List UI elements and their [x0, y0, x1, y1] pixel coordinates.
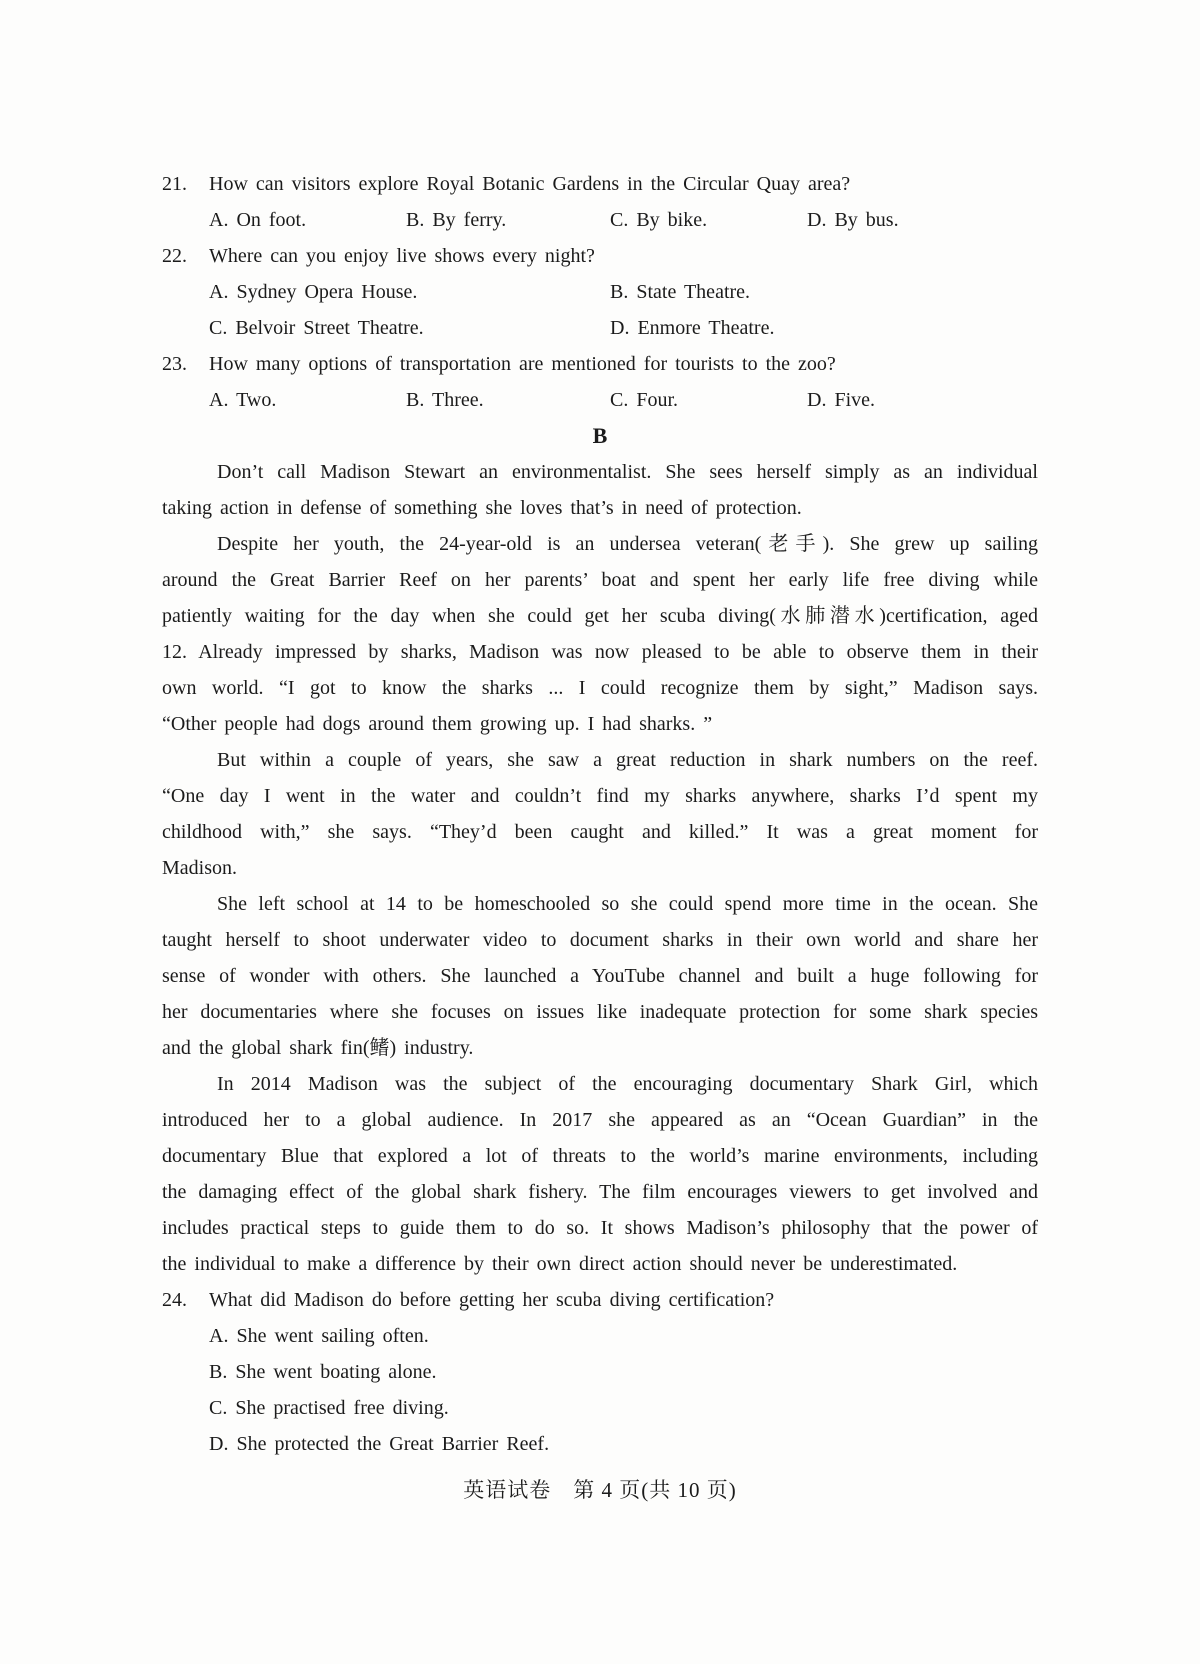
reading-passage — [162, 454, 1038, 1282]
passage-line: 12. Already impressed by sharks, Madison was now pleased to be able to observe them in their — [162, 641, 1038, 663]
passage-line: her documentaries where she focuses on issues like inadequate protection for some shark species — [162, 1001, 1038, 1023]
options-row — [162, 1426, 1038, 1462]
option: C. She practised free diving. — [209, 1397, 449, 1419]
passage-line: around the Great Barrier Reef on her parents’ boat and spent her early life free diving while — [162, 569, 1038, 591]
option: B. Three. — [406, 389, 484, 411]
question-line — [162, 166, 1038, 202]
question-number: 21. — [162, 173, 187, 195]
question-number: 23. — [162, 353, 187, 375]
passage-line: “One day I went in the water and couldn’t find my sharks anywhere, sharks I’d spent my — [162, 785, 1038, 807]
section-b-heading: B — [592, 423, 608, 448]
option: B. By ferry. — [406, 209, 507, 231]
options-row — [162, 274, 1038, 310]
passage-line: But within a couple of years, she saw a great reduction in shark numbers on the reef. — [217, 749, 1038, 771]
passage-line: Madison. — [162, 857, 237, 879]
question-line — [162, 346, 1038, 382]
option: A. She went sailing often. — [209, 1325, 429, 1347]
question-number: 24. — [162, 1289, 187, 1311]
passage-line: documentary Blue that explored a lot of threats to the world’s marine environments, including — [162, 1145, 1038, 1167]
passage-line: taught herself to shoot underwater video to document sharks in their own world and share her — [162, 929, 1038, 951]
question-number: 22. — [162, 245, 187, 267]
passage-line: childhood with,” she says. “They’d been caught and killed.” It was a great moment for — [162, 821, 1038, 843]
questions-21-23 — [162, 166, 1038, 418]
passage-line: includes practical steps to guide them to do so. It shows Madison’s philosophy that the power of — [162, 1217, 1038, 1239]
options-row — [162, 310, 1038, 346]
question-line — [162, 1282, 1038, 1318]
option: D. Five. — [807, 389, 875, 411]
options-row — [162, 1318, 1038, 1354]
passage-line: “Other people had dogs around them growing up. I had sharks. ” — [162, 713, 713, 735]
question-text: How can visitors explore Royal Botanic Gardens in the Circular Quay area? — [209, 173, 851, 195]
page-content — [162, 166, 1038, 1508]
option: A. On foot. — [209, 209, 307, 231]
option: D. She protected the Great Barrier Reef. — [209, 1433, 550, 1455]
passage-line: Despite her youth, the 24-year-old is an undersea veteran(老手). She grew up sailing — [217, 533, 1038, 555]
options-row — [162, 1390, 1038, 1426]
options-row — [162, 202, 1038, 238]
passage-line: sense of wonder with others. She launched a YouTube channel and built a huge following for — [162, 965, 1038, 987]
option: B. State Theatre. — [610, 281, 751, 303]
option: C. Four. — [610, 389, 679, 411]
option: C. By bike. — [610, 209, 708, 231]
passage-line: Don’t call Madison Stewart an environmentalist. She sees herself simply as an individual — [217, 461, 1038, 483]
option: D. Enmore Theatre. — [610, 317, 775, 339]
option: C. Belvoir Street Theatre. — [209, 317, 424, 339]
question-line — [162, 238, 1038, 274]
options-row — [162, 1354, 1038, 1390]
question-24 — [162, 1282, 1038, 1462]
passage-line: In 2014 Madison was the subject of the encouraging documentary Shark Girl, which — [217, 1073, 1038, 1095]
passage-line: the individual to make a difference by their own direct action should never be underestimated. — [162, 1253, 958, 1275]
option: A. Two. — [209, 389, 277, 411]
question-text: How many options of transportation are mentioned for tourists to the zoo? — [209, 353, 836, 375]
option: B. She went boating alone. — [209, 1361, 437, 1383]
question-text: Where can you enjoy live shows every night? — [209, 245, 595, 267]
question-text: What did Madison do before getting her scuba diving certification? — [209, 1289, 775, 1311]
page-footer: 英语试卷 第 4 页(共 10 页) — [463, 1478, 737, 1502]
passage-line: taking action in defense of something she loves that’s in need of protection. — [162, 497, 802, 519]
passage-line: introduced her to a global audience. In 2017 she appeared as an “Ocean Guardian” in the — [162, 1109, 1038, 1131]
option: D. By bus. — [807, 209, 899, 231]
passage-line: patiently waiting for the day when she could get her scuba diving(水肺潜水)certification, aged — [162, 605, 1038, 627]
option: A. Sydney Opera House. — [209, 281, 418, 303]
passage-line: the damaging effect of the global shark fishery. The film encourages viewers to get involved and — [162, 1181, 1038, 1203]
passage-line: She left school at 14 to be homeschooled so she could spend more time in the ocean. She — [217, 893, 1038, 915]
options-row — [162, 382, 1038, 418]
passage-line: own world. “I got to know the sharks ... I could recognize them by sight,” Madison says. — [162, 677, 1038, 699]
passage-line: and the global shark fin(鳍) industry. — [162, 1037, 474, 1059]
